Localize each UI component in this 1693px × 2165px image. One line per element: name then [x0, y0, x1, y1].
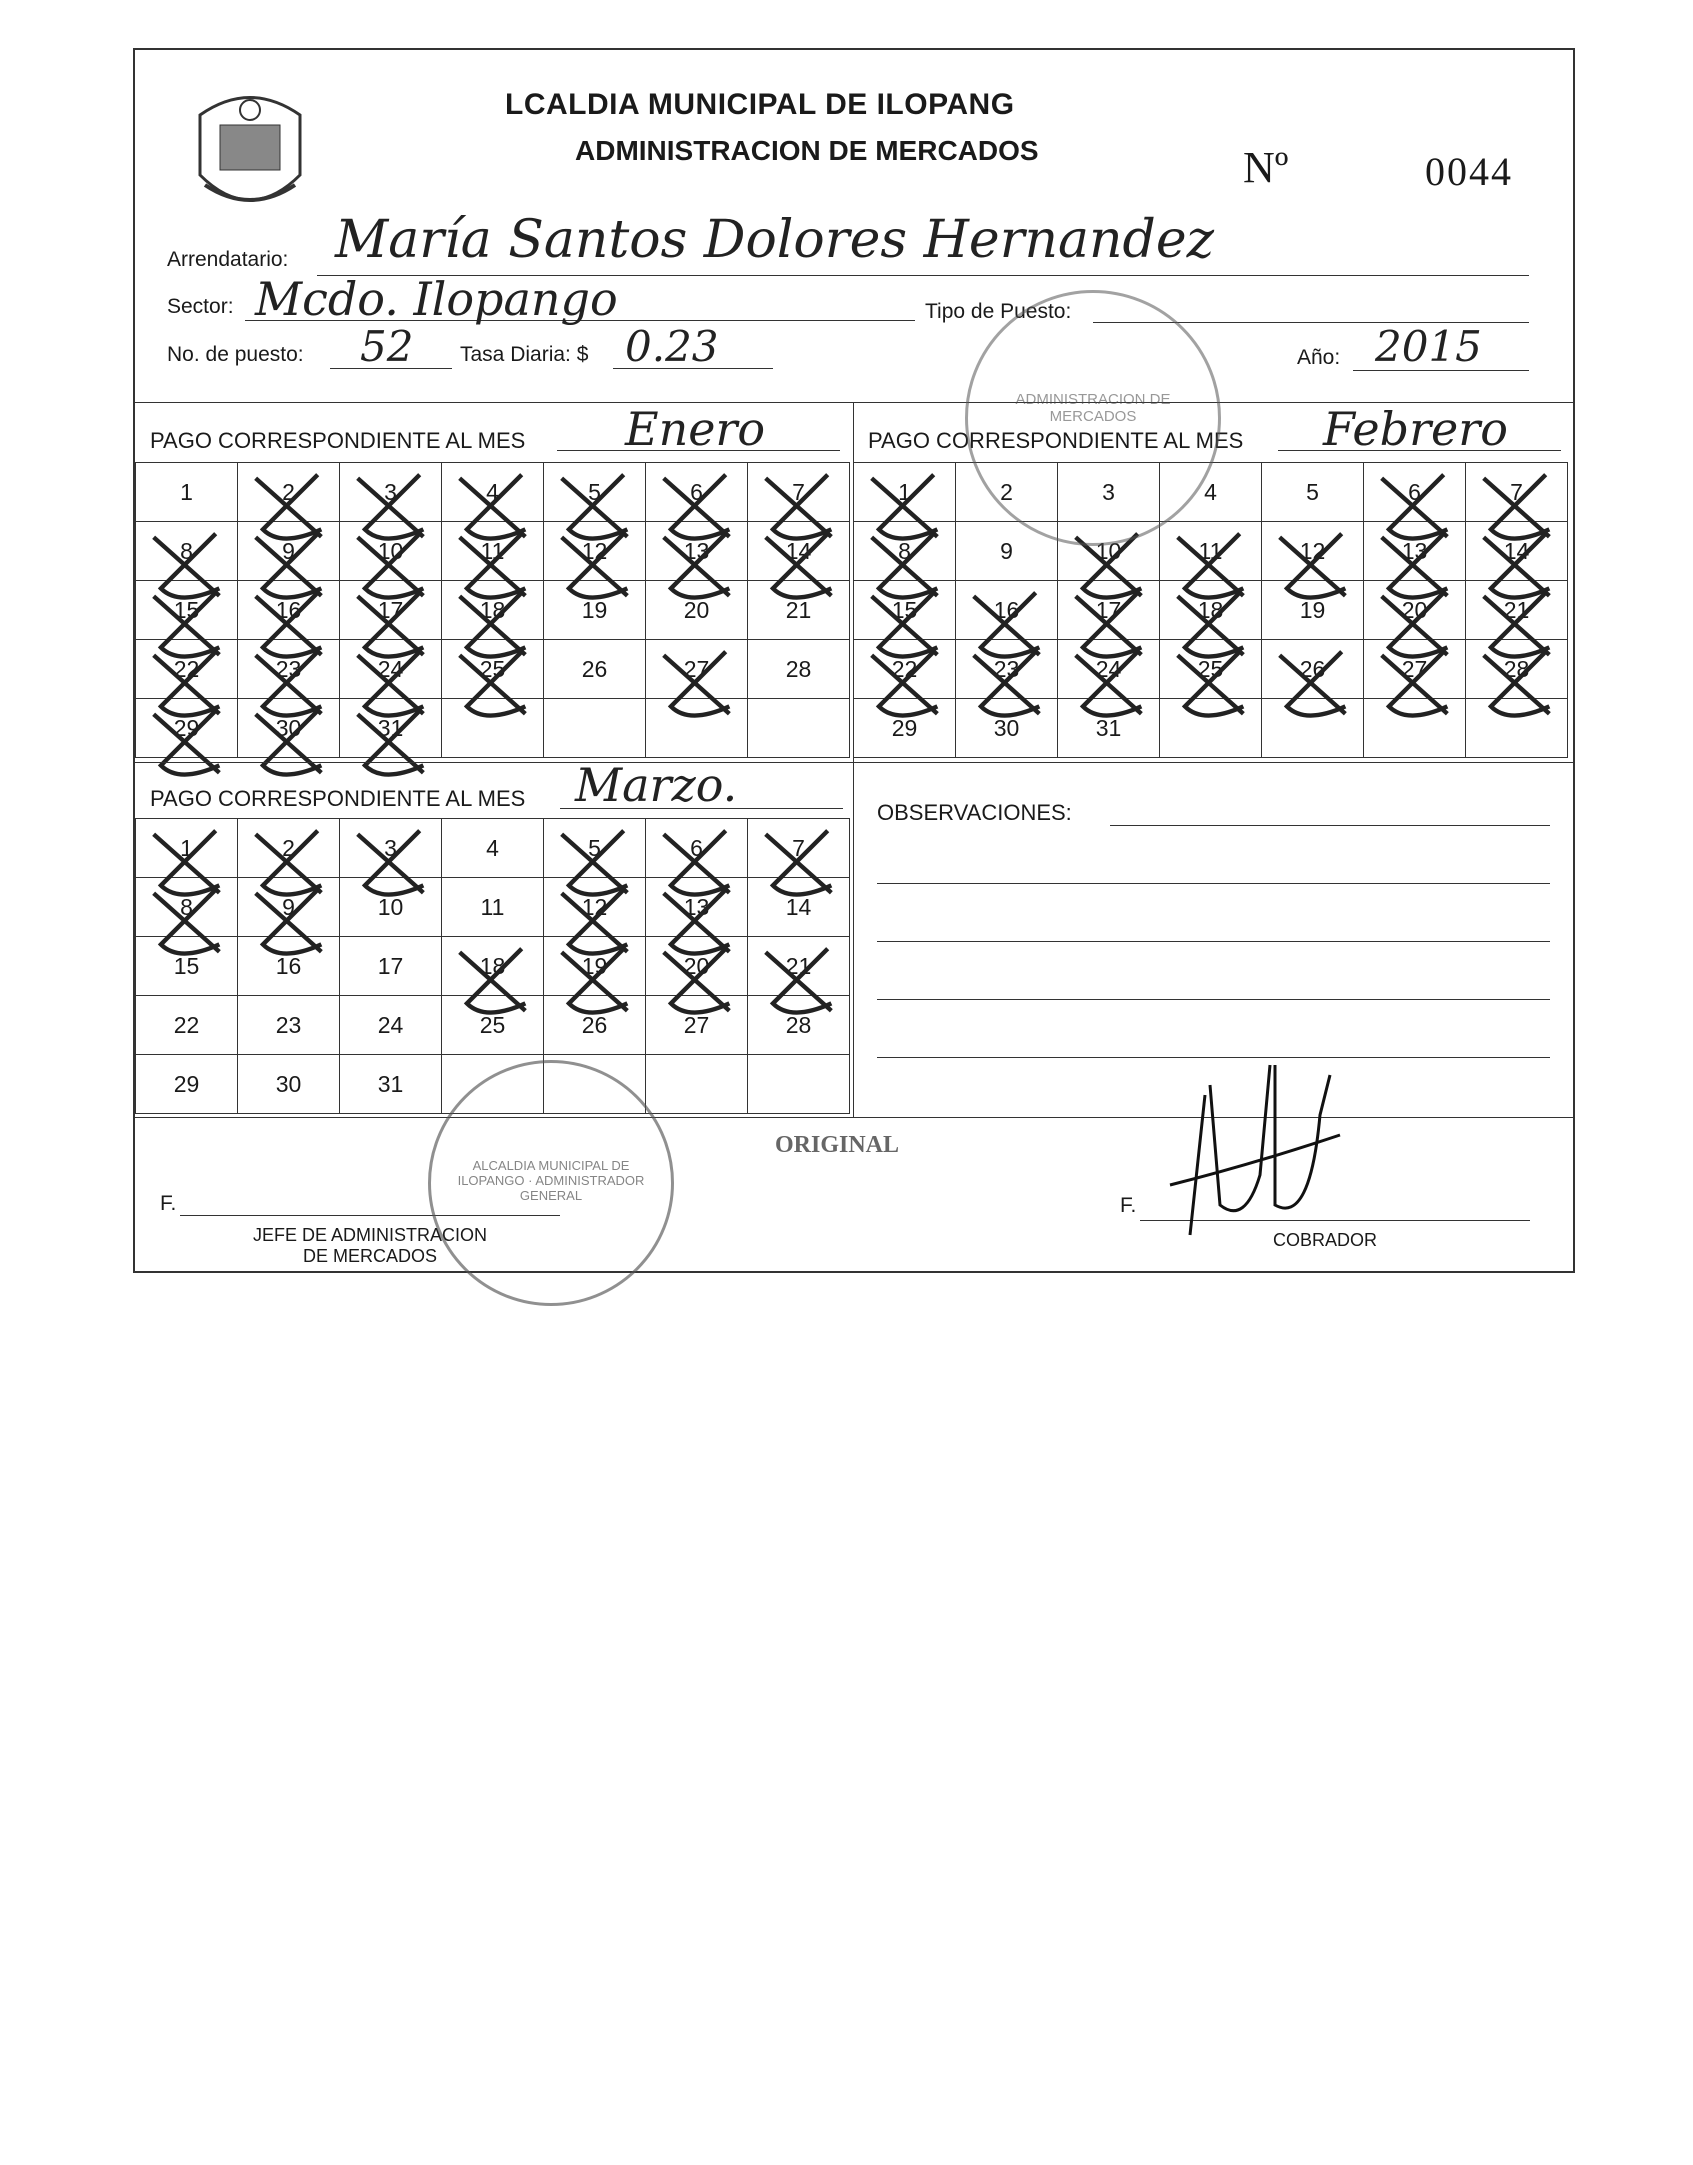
day-cell[interactable]: [1160, 581, 1262, 640]
observaciones-line-1[interactable]: [1110, 825, 1550, 826]
day-number: 7: [792, 834, 805, 861]
grid-row: [136, 463, 850, 522]
obs-divider: [853, 762, 854, 1117]
day-number: 13: [683, 537, 710, 564]
day-number: 31: [377, 1070, 404, 1097]
day-number: 8: [180, 893, 193, 920]
day-number: 11: [480, 893, 505, 920]
day-cell[interactable]: [1466, 463, 1568, 522]
day-cell[interactable]: [544, 581, 646, 640]
day-number: 10: [1095, 537, 1122, 564]
market-payment-form: [133, 48, 1575, 1273]
month-header-3: PAGO CORRESPONDIENTE AL MES: [150, 786, 526, 811]
grid-row: [854, 640, 1568, 699]
number-label: Nº: [1243, 143, 1289, 192]
day-cell[interactable]: [1160, 463, 1262, 522]
day-cell[interactable]: [544, 522, 646, 581]
day-cell[interactable]: [1364, 463, 1466, 522]
day-cell[interactable]: [544, 463, 646, 522]
day-cell[interactable]: [748, 522, 850, 581]
day-cell[interactable]: [1160, 640, 1262, 699]
day-number: 28: [785, 655, 812, 682]
day-number: 25: [479, 655, 506, 682]
day-cell[interactable]: [1364, 640, 1466, 699]
day-cell[interactable]: [544, 640, 646, 699]
day-cell[interactable]: [854, 640, 956, 699]
day-cell[interactable]: [136, 1055, 238, 1114]
day-cell[interactable]: [1466, 581, 1568, 640]
grid-row: [854, 522, 1568, 581]
day-cell[interactable]: [340, 522, 442, 581]
day-number: 27: [1401, 655, 1428, 682]
day-number: 16: [993, 596, 1020, 623]
day-number: 30: [993, 714, 1020, 741]
month-header-2: PAGO CORRESPONDIENTE AL MES: [868, 428, 1244, 453]
day-cell[interactable]: [442, 581, 544, 640]
observaciones-line-4[interactable]: [877, 999, 1550, 1000]
day-cell[interactable]: [340, 640, 442, 699]
day-number: 5: [588, 478, 601, 505]
day-cell[interactable]: [136, 937, 238, 996]
left-signature-prefix: F.: [160, 1192, 177, 1215]
left-signature-line[interactable]: [180, 1215, 560, 1216]
tasa-field[interactable]: 0.23: [625, 322, 719, 371]
anio-field[interactable]: 2015: [1375, 322, 1482, 371]
grid-row: [136, 819, 850, 878]
month-name-2[interactable]: Febrero: [1323, 402, 1508, 456]
day-number: 30: [275, 1070, 302, 1097]
day-number: 20: [1401, 596, 1428, 623]
day-grid-enero: [135, 462, 850, 758]
month-section-3: [135, 758, 853, 1172]
empty-day-cell: [1262, 699, 1364, 758]
day-cell[interactable]: [1466, 640, 1568, 699]
day-number: 8: [180, 537, 193, 564]
day-number: 6: [690, 478, 703, 505]
day-number: 18: [479, 952, 506, 979]
day-number: 9: [282, 537, 295, 564]
grid-row: [136, 699, 850, 758]
day-number: 2: [1000, 478, 1013, 505]
day-cell[interactable]: [136, 699, 238, 758]
day-cell[interactable]: [646, 640, 748, 699]
day-cell[interactable]: [1058, 640, 1160, 699]
day-cell[interactable]: [340, 699, 442, 758]
day-cell[interactable]: [544, 819, 646, 878]
day-cell[interactable]: [544, 996, 646, 1055]
day-number: 27: [683, 655, 710, 682]
month-section-1: [135, 402, 853, 812]
day-number: 23: [275, 1011, 302, 1038]
day-number: 1: [898, 478, 911, 505]
day-number: 21: [785, 952, 812, 979]
day-number: 4: [486, 834, 499, 861]
grid-row: [136, 522, 850, 581]
day-number: 13: [683, 893, 710, 920]
day-number: 15: [173, 596, 200, 623]
day-cell[interactable]: [748, 996, 850, 1055]
day-number: 31: [377, 714, 404, 741]
day-cell[interactable]: [1262, 640, 1364, 699]
day-number: 3: [384, 478, 397, 505]
day-cell[interactable]: [238, 699, 340, 758]
month-name-1[interactable]: Enero: [625, 402, 766, 456]
day-cell[interactable]: [1364, 522, 1466, 581]
day-number: 20: [683, 952, 710, 979]
day-number: 26: [581, 1011, 608, 1038]
grid-row: [854, 699, 1568, 758]
day-cell[interactable]: [340, 996, 442, 1055]
grid-row: [854, 581, 1568, 640]
day-cell[interactable]: [442, 878, 544, 937]
day-number: 2: [282, 834, 295, 861]
day-number: 13: [1401, 537, 1428, 564]
day-cell[interactable]: [238, 640, 340, 699]
page-title: LCALDIA MUNICIPAL DE ILOPANG: [505, 88, 1015, 121]
day-number: 16: [275, 596, 302, 623]
day-cell[interactable]: [646, 996, 748, 1055]
day-cell[interactable]: [646, 581, 748, 640]
day-number: 26: [1299, 655, 1326, 682]
day-number: 22: [891, 655, 918, 682]
day-number: 14: [785, 537, 812, 564]
month-header-1: PAGO CORRESPONDIENTE AL MES: [150, 428, 526, 453]
day-cell[interactable]: [748, 640, 850, 699]
day-number: 17: [377, 596, 404, 623]
grid-row: [854, 463, 1568, 522]
day-number: 24: [377, 1011, 404, 1038]
day-cell[interactable]: [544, 878, 646, 937]
day-cell[interactable]: [854, 581, 956, 640]
day-cell[interactable]: [956, 640, 1058, 699]
day-cell[interactable]: [238, 581, 340, 640]
day-cell[interactable]: [1262, 463, 1364, 522]
day-number: 4: [1204, 478, 1217, 505]
day-cell[interactable]: [646, 522, 748, 581]
day-number: 29: [173, 714, 200, 741]
empty-day-cell: [646, 1055, 748, 1114]
day-number: 2: [282, 478, 295, 505]
day-number: 28: [785, 1011, 812, 1038]
day-cell[interactable]: [136, 819, 238, 878]
day-number: 6: [1408, 478, 1421, 505]
day-number: 12: [1299, 537, 1326, 564]
empty-day-cell: [544, 1055, 646, 1114]
day-cell[interactable]: [956, 581, 1058, 640]
day-number: 6: [690, 834, 703, 861]
day-number: 31: [1095, 714, 1122, 741]
original-label: ORIGINAL: [775, 1132, 900, 1158]
day-number: 19: [1299, 596, 1326, 623]
day-number: 12: [581, 537, 608, 564]
empty-day-cell: [442, 1055, 544, 1114]
day-number: 23: [993, 655, 1020, 682]
day-cell[interactable]: [854, 463, 956, 522]
day-cell[interactable]: [340, 878, 442, 937]
sector-field[interactable]: Mcdo. Ilopango: [255, 272, 618, 326]
day-cell[interactable]: [136, 463, 238, 522]
day-number: 27: [683, 1011, 710, 1038]
day-cell[interactable]: [956, 699, 1058, 758]
left-signature-title: [245, 1225, 495, 1267]
day-cell[interactable]: [748, 937, 850, 996]
day-cell[interactable]: [544, 937, 646, 996]
day-number: 5: [1306, 478, 1319, 505]
grid-row: [136, 937, 850, 996]
day-cell[interactable]: [1466, 522, 1568, 581]
day-cell[interactable]: [748, 463, 850, 522]
day-cell[interactable]: [340, 1055, 442, 1114]
grid-row: [136, 640, 850, 699]
top-stamp-text: ADMINISTRACION DE MERCADOS: [1015, 391, 1171, 425]
day-grid-febrero: [853, 462, 1568, 758]
day-cell[interactable]: [1058, 699, 1160, 758]
arrendatario-field[interactable]: María Santos Dolores Hernandez: [335, 210, 1214, 270]
month-name-3[interactable]: Marzo.: [575, 758, 738, 812]
day-cell[interactable]: [1364, 581, 1466, 640]
day-cell[interactable]: [238, 937, 340, 996]
day-number: 11: [1198, 537, 1223, 564]
day-cell[interactable]: [340, 463, 442, 522]
empty-day-cell: [748, 1055, 850, 1114]
day-number: 8: [898, 537, 911, 564]
day-cell[interactable]: [442, 640, 544, 699]
municipal-emblem: [190, 75, 310, 225]
day-cell[interactable]: [340, 581, 442, 640]
day-cell[interactable]: [646, 878, 748, 937]
empty-day-cell: [1160, 699, 1262, 758]
day-cell[interactable]: [646, 819, 748, 878]
right-signature-prefix: F.: [1120, 1194, 1137, 1217]
day-number: 9: [282, 893, 295, 920]
empty-day-cell: [442, 699, 544, 758]
no-puesto-label: No. de puesto:: [167, 343, 304, 366]
day-cell[interactable]: [136, 996, 238, 1055]
day-cell[interactable]: [238, 878, 340, 937]
cobrador-signature: [1150, 1055, 1350, 1245]
day-number: 19: [581, 952, 608, 979]
day-number: 21: [785, 596, 812, 623]
day-number: 15: [891, 596, 918, 623]
day-cell[interactable]: [136, 581, 238, 640]
day-cell[interactable]: [646, 937, 748, 996]
day-cell[interactable]: [1058, 463, 1160, 522]
day-number: 16: [275, 952, 302, 979]
day-cell[interactable]: [646, 463, 748, 522]
day-cell[interactable]: [748, 819, 850, 878]
day-cell[interactable]: [1058, 581, 1160, 640]
day-number: 18: [479, 596, 506, 623]
day-number: 7: [792, 478, 805, 505]
day-number: 3: [384, 834, 397, 861]
day-number: 29: [173, 1070, 200, 1097]
day-number: 22: [173, 655, 200, 682]
day-cell[interactable]: [340, 819, 442, 878]
day-cell[interactable]: [238, 819, 340, 878]
day-cell[interactable]: [1262, 581, 1364, 640]
day-cell[interactable]: [136, 522, 238, 581]
day-number: 3: [1102, 478, 1115, 505]
day-cell[interactable]: [238, 1055, 340, 1114]
empty-day-cell: [646, 699, 748, 758]
day-number: 25: [479, 1011, 506, 1038]
empty-day-cell: [544, 699, 646, 758]
day-cell[interactable]: [1058, 522, 1160, 581]
empty-day-cell: [1364, 699, 1466, 758]
right-signature-title: COBRADOR: [1273, 1230, 1378, 1250]
day-number: 26: [581, 655, 608, 682]
day-cell[interactable]: [238, 522, 340, 581]
day-number: 10: [377, 893, 404, 920]
anio-label: Año:: [1297, 346, 1341, 369]
observaciones-label: OBSERVACIONES:: [877, 800, 1072, 825]
day-number: 14: [1503, 537, 1530, 564]
page-subtitle: ADMINISTRACION DE MERCADOS: [575, 135, 1039, 166]
day-cell[interactable]: [748, 878, 850, 937]
day-number: 11: [480, 537, 505, 564]
grid-row: [136, 1055, 850, 1114]
day-number: 17: [1095, 596, 1122, 623]
no-puesto-field[interactable]: 52: [360, 322, 414, 371]
tipo-puesto-label: Tipo de Puesto:: [925, 300, 1072, 323]
day-cell[interactable]: [442, 937, 544, 996]
day-cell[interactable]: [442, 522, 544, 581]
day-number: 24: [1095, 655, 1122, 682]
day-grid-marzo: [135, 818, 850, 1114]
empty-day-cell: [748, 699, 850, 758]
day-cell[interactable]: [442, 996, 544, 1055]
day-number: 7: [1510, 478, 1523, 505]
day-number: 19: [581, 596, 608, 623]
day-number: 20: [683, 596, 710, 623]
grid-row: [136, 996, 850, 1055]
day-cell[interactable]: [238, 463, 340, 522]
tasa-label: Tasa Diaria: $: [460, 343, 589, 366]
day-number: 14: [785, 893, 812, 920]
day-number: 10: [377, 537, 404, 564]
grid-row: [136, 878, 850, 937]
day-number: 30: [275, 714, 302, 741]
day-cell[interactable]: [956, 463, 1058, 522]
day-cell[interactable]: [854, 522, 956, 581]
day-number: 29: [891, 714, 918, 741]
day-number: 28: [1503, 655, 1530, 682]
observaciones-line-3[interactable]: [877, 941, 1550, 942]
day-cell[interactable]: [748, 581, 850, 640]
day-cell[interactable]: [442, 463, 544, 522]
day-cell[interactable]: [854, 699, 956, 758]
day-number: 1: [180, 478, 193, 505]
day-number: 4: [486, 478, 499, 505]
bottom-stamp-text: ALCALDIA MUNICIPAL DE ILOPANGO · ADMINISTRADOR GENERAL: [457, 1158, 645, 1203]
day-number: 5: [588, 834, 601, 861]
day-number: 17: [377, 952, 404, 979]
day-number: 12: [581, 893, 608, 920]
day-number: 21: [1503, 596, 1530, 623]
day-cell[interactable]: [956, 522, 1058, 581]
day-number: 9: [1000, 537, 1013, 564]
sector-label: Sector:: [167, 295, 234, 318]
left-signature-title-1: JEFE DE ADMINISTRACION: [252, 1225, 488, 1245]
day-number: 25: [1197, 655, 1224, 682]
day-cell[interactable]: [1262, 522, 1364, 581]
empty-day-cell: [1466, 699, 1568, 758]
day-number: 18: [1197, 596, 1224, 623]
day-number: 22: [173, 1011, 200, 1038]
day-cell[interactable]: [442, 819, 544, 878]
grid-row: [136, 581, 850, 640]
day-cell[interactable]: [136, 878, 238, 937]
day-number: 24: [377, 655, 404, 682]
footer-divider: [135, 1117, 1573, 1118]
day-cell[interactable]: [1160, 522, 1262, 581]
day-number: 23: [275, 655, 302, 682]
day-number: 15: [173, 952, 200, 979]
form-number: 0044: [1425, 149, 1513, 194]
arrendatario-label: Arrendatario:: [167, 248, 289, 271]
day-cell[interactable]: [238, 996, 340, 1055]
month-section-2: [853, 402, 1573, 812]
day-cell[interactable]: [136, 640, 238, 699]
day-cell[interactable]: [340, 937, 442, 996]
observaciones-line-2[interactable]: [877, 883, 1550, 884]
day-number: 1: [180, 834, 193, 861]
left-signature-title-2: DE MERCADOS: [302, 1246, 437, 1266]
